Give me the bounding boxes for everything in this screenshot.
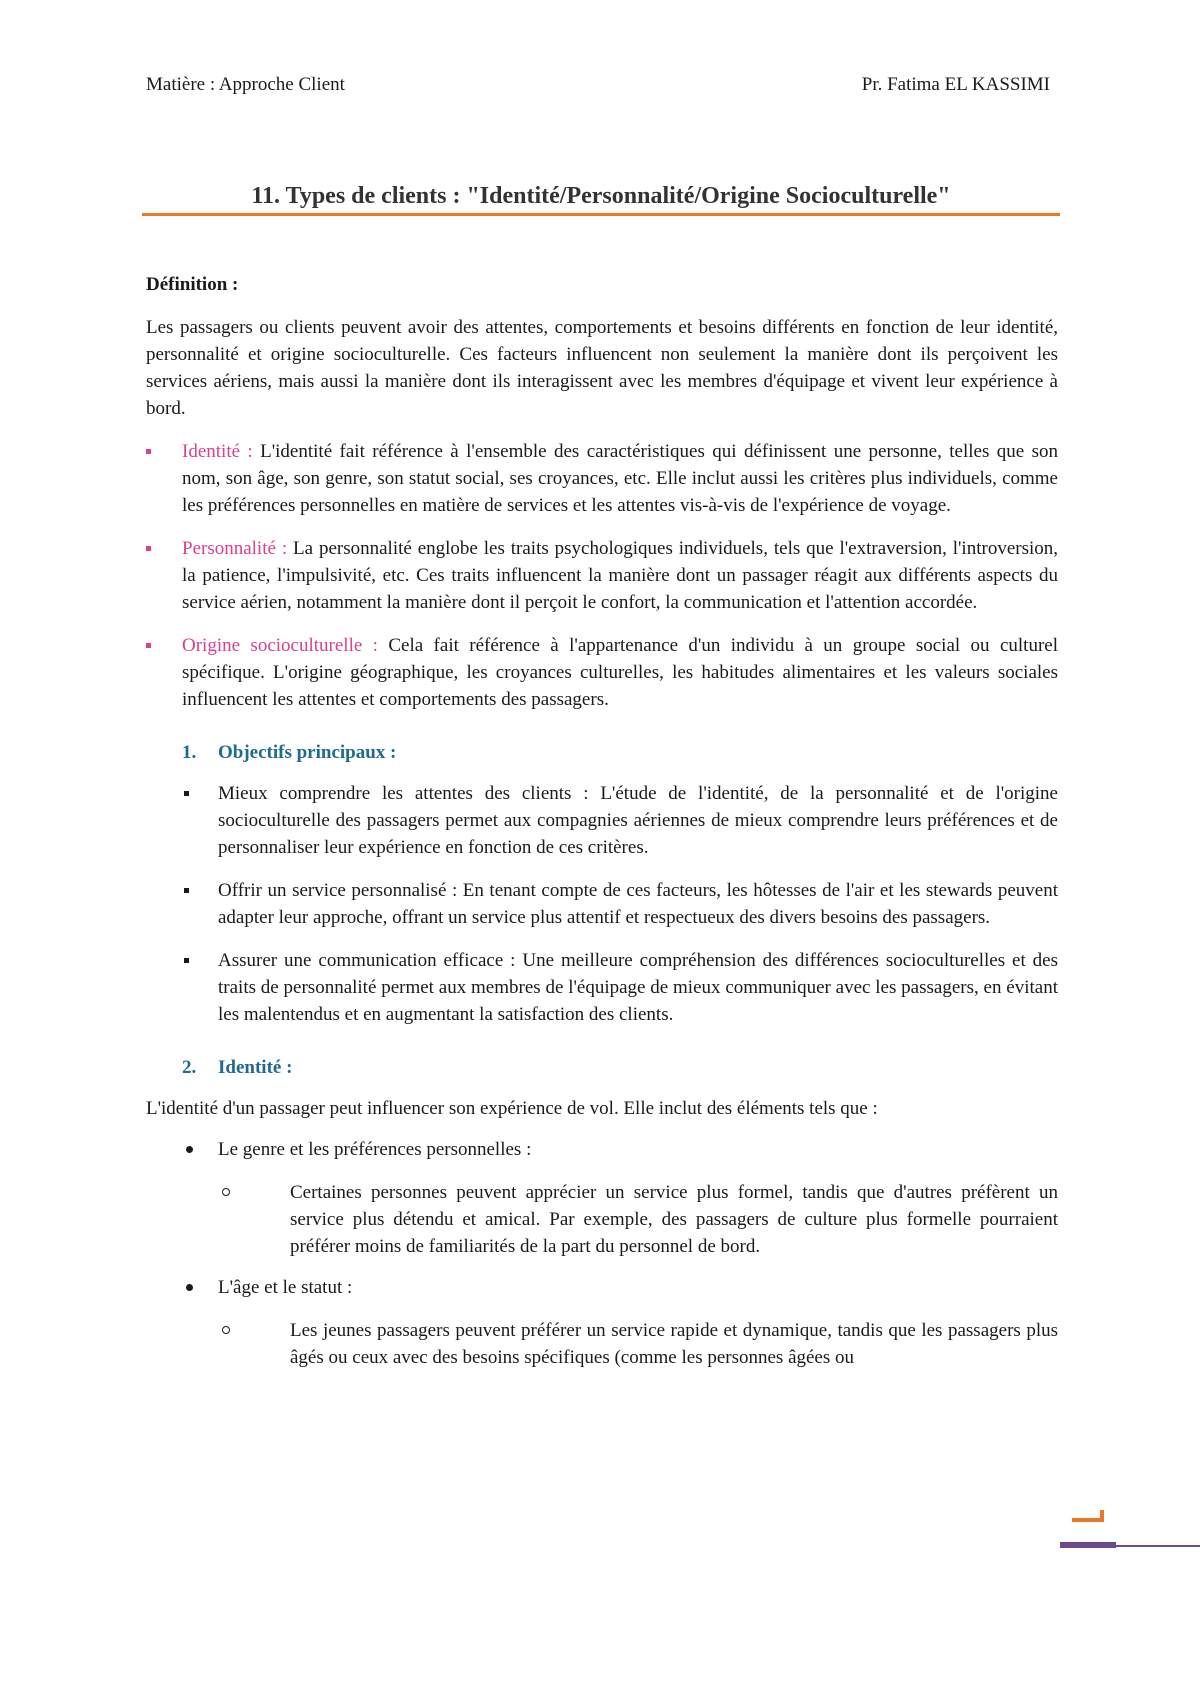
document-body — [146, 271, 1058, 1385]
square-bullet-icon — [146, 546, 151, 551]
objectives-list — [146, 780, 1058, 1028]
section-heading-objectives — [146, 739, 1058, 766]
definition-text: Cela fait référence à l'appartenance d'un individu à un groupe social ou culturel spécifique. L'origine géographique, les croyances culturelles, les habitudes alimentaires et les valeurs sociales influencent les attentes et comportements des passagers. — [182, 635, 1058, 710]
round-bullet-icon — [186, 1284, 193, 1291]
identity-item-label: L'âge et le statut : — [218, 1277, 353, 1298]
definition-text: La personnalité englobe les traits psychologiques individuels, tels que l'extraversion, l'introversion, la patience, l'impulsivité, etc. Ces traits influencent la manière dont un passager réagit aux différents aspects du service aérien, notamment la manière dont il perçoit le confort, la communication et l'attention accordée. — [182, 538, 1059, 613]
objective-text: Assurer une communication efficace : Une meilleure compréhension des différences socioculturelles et des traits de personnalité permet aux membres de l'équipage de mieux communiquer avec les passagers, en évitant les malentendus et en augmentant la satisfaction des clients. — [218, 950, 1058, 1025]
section-number: 1. — [182, 742, 197, 763]
header-author: Pr. Fatima EL KASSIMI — [861, 74, 1050, 95]
identity-item — [146, 1136, 1058, 1260]
definition-term: Personnalité : — [182, 538, 294, 559]
identity-sub-list — [218, 1179, 1058, 1260]
footer-orange-tick — [1100, 1510, 1104, 1520]
section-heading-text: Identité : — [218, 1057, 293, 1078]
square-bullet-icon — [146, 643, 151, 648]
section-number: 2. — [182, 1057, 197, 1078]
identity-sub-item — [218, 1317, 1058, 1371]
square-bullet-icon — [184, 791, 189, 796]
square-bullet-icon — [184, 888, 189, 893]
identity-sub-item — [218, 1179, 1058, 1260]
square-bullet-icon — [146, 449, 151, 454]
definitions-list — [146, 438, 1058, 713]
identity-intro: L'identité d'un passager peut influencer son expérience de vol. Elle inclut des éléments tels que : — [146, 1098, 878, 1119]
definition-term: Origine socioculturelle : — [182, 635, 389, 656]
objective-text: Offrir un service personnalisé : En tenant compte de ces facteurs, les hôtesses de l'air et les stewards peuvent adapter leur approche, offrant un service plus attentif et respectueux des divers besoins des passagers. — [218, 880, 1058, 928]
definition-item — [146, 535, 1058, 616]
objective-item — [146, 780, 1058, 861]
identity-sub-text: Certaines personnes peuvent apprécier un service plus formel, tandis que d'autres préfèrent un service plus détendu et amical. Par exemple, des passagers de culture plus formelle pourraient préférer moins de familiarités de la part du personnel de bord. — [290, 1182, 1058, 1257]
footer-purple-bar — [1060, 1542, 1116, 1548]
hollow-circle-bullet-icon — [222, 1326, 230, 1334]
intro-paragraph: Les passagers ou clients peuvent avoir des attentes, comportements et besoins différents en fonction de leur identité, personnalité et origine socioculturelle. Ces facteurs influencent non seulement la manière dont ils perçoivent les services aériens, mais aussi la manière dont ils interagissent avec les membres d'équipage et vivent leur expérience à bord. — [146, 317, 1058, 419]
square-bullet-icon — [184, 958, 189, 963]
title-underline — [142, 213, 1060, 216]
header-subject: Matière : Approche Client — [146, 74, 345, 95]
hollow-circle-bullet-icon — [222, 1188, 230, 1196]
identity-list — [146, 1136, 1058, 1371]
objective-item — [146, 877, 1058, 931]
definition-text: L'identité fait référence à l'ensemble des caractéristiques qui définissent une personne, telles que son nom, son âge, son genre, son statut social, ses croyances, etc. Elle inclut aussi les critères plus individuels, comme les préférences personnelles en matière de services et les attentes vis-à-vis de l'expérience de voyage. — [182, 441, 1059, 516]
identity-item — [146, 1274, 1058, 1371]
identity-sub-list — [218, 1317, 1058, 1371]
definition-term: Identité : — [182, 441, 261, 462]
objective-item — [146, 947, 1058, 1028]
identity-sub-text: Les jeunes passagers peuvent préférer un service rapide et dynamique, tandis que les passagers plus âgés ou ceux avec des besoins spécifiques (comme les personnes âgées ou — [290, 1320, 1058, 1368]
round-bullet-icon — [186, 1146, 193, 1153]
definition-label: Définition : — [146, 274, 239, 295]
page-title: 11. Types de clients : "Identité/Personnalité/Origine Socioculturelle" — [251, 183, 951, 209]
identity-item-label: Le genre et les préférences personnelles : — [218, 1139, 532, 1160]
footer-purple-line — [1116, 1545, 1200, 1547]
objective-text: Mieux comprendre les attentes des clients : L'étude de l'identité, de la personnalité et de l'origine socioculturelle des passagers permet aux compagnies aériennes de mieux comprendre leurs préférences et de personnaliser leur expérience en fonction de ces critères. — [218, 783, 1058, 858]
section-heading-identity — [146, 1054, 1058, 1081]
section-heading-text: Objectifs principaux : — [218, 742, 397, 763]
definition-item — [146, 438, 1058, 519]
definition-item — [146, 632, 1058, 713]
